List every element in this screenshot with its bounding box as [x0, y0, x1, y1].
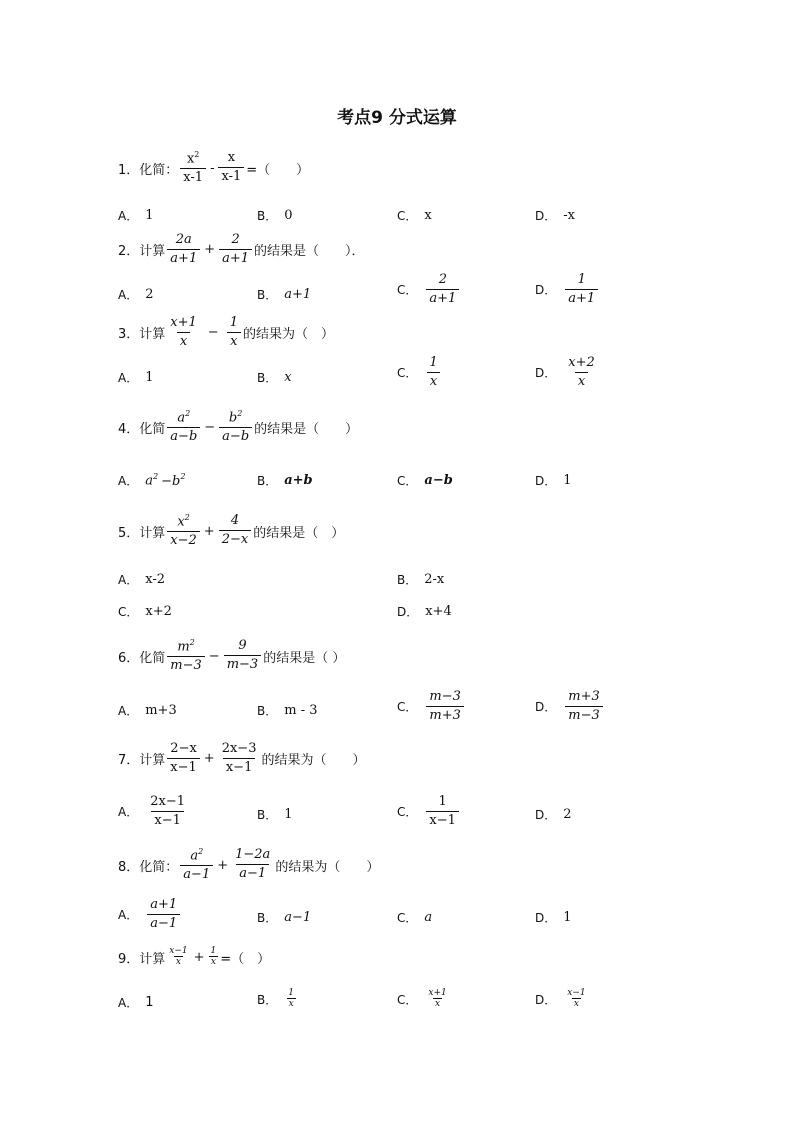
denominator: x-1 — [218, 167, 244, 185]
numerator-base: x — [186, 151, 195, 167]
operator: − — [208, 648, 220, 664]
option-text: a−1 — [284, 910, 312, 925]
fraction — [167, 233, 200, 267]
option-text: m+3 — [145, 703, 177, 718]
fraction — [219, 742, 260, 776]
denominator: x−1 — [223, 758, 256, 776]
option-a[interactable]: A． 1 — [118, 208, 154, 223]
option-text: m - 3 — [284, 703, 318, 718]
option-a[interactable]: A． 2 — [118, 287, 154, 302]
question-9 — [118, 947, 270, 968]
fraction — [209, 947, 219, 968]
option-text: -x — [563, 208, 575, 223]
numerator: 9 — [238, 638, 247, 654]
question-number: 7． — [118, 753, 140, 769]
question-lead: 计算 — [139, 753, 166, 769]
option-b[interactable]: B． 2-x — [397, 572, 445, 587]
option-c[interactable]: C． a−b — [397, 473, 453, 488]
numerator-base: a — [190, 848, 199, 864]
fraction — [224, 639, 262, 673]
question-tail: 的结果是（ ） — [254, 421, 359, 437]
numerator: x−1 — [169, 946, 188, 956]
question-lead: 计算 — [139, 951, 166, 967]
exponent: 2 — [185, 409, 191, 418]
fraction — [167, 638, 205, 674]
question-tail: =（ ） — [220, 951, 271, 967]
exponent: 2 — [194, 150, 200, 159]
option-c[interactable]: C． $\frac{m-3}{m+3}$ — [397, 690, 466, 724]
fraction — [227, 316, 241, 350]
question-tail: 的结果是（ ）． — [254, 244, 365, 260]
option-text: x+4 — [425, 604, 452, 619]
option-text: 0 — [284, 208, 293, 223]
option-b[interactable]: B． a+1 — [257, 287, 312, 302]
question-number: 9． — [118, 951, 140, 967]
option-text: x-2 — [145, 572, 165, 587]
question-tail: 的结果为（ ） — [242, 327, 334, 343]
question-8 — [118, 847, 379, 883]
denominator: m−3 — [224, 655, 262, 673]
denominator: a−b — [167, 427, 200, 445]
denominator: x−1 — [167, 758, 200, 776]
option-b[interactable]: B． a+b — [257, 473, 313, 488]
denominator: a+1 — [219, 249, 252, 267]
question-number: 6． — [118, 650, 140, 666]
numerator: 1−2a — [235, 847, 271, 863]
option-text: a−b — [424, 473, 453, 488]
option-d[interactable]: D． 2 — [535, 807, 572, 822]
option-fraction: $\frac{2x-1}{x-1}$ — [150, 794, 185, 828]
question-4 — [118, 409, 358, 445]
option-text: 2 — [145, 287, 154, 302]
fraction — [167, 742, 200, 776]
fraction — [167, 316, 200, 350]
option-d[interactable]: D． 1 — [535, 910, 572, 925]
question-tail: =（ ） — [246, 162, 310, 178]
denominator: 2−x — [219, 530, 252, 548]
question-5 — [118, 513, 344, 549]
option-d[interactable]: D． -x — [535, 208, 575, 223]
numerator: 4 — [230, 513, 240, 529]
fraction — [180, 847, 213, 883]
question-3 — [118, 316, 334, 350]
option-a[interactable]: A． 1 — [118, 370, 154, 385]
numerator-base: x — [177, 514, 185, 530]
fraction — [167, 409, 200, 445]
option-text: 1 — [145, 208, 154, 223]
numerator: 2−x — [170, 741, 197, 756]
option-d[interactable]: D． $\frac{m+3}{m-3}$ — [535, 690, 605, 724]
option-fraction: $\frac{x+1}{x}$ — [428, 988, 447, 1010]
question-lead: 计算 — [139, 244, 166, 260]
page-title: 考点9 分式运算 — [337, 108, 457, 128]
denominator: a−1 — [180, 865, 213, 883]
option-text: a+b — [284, 473, 313, 488]
option-c[interactable]: C． x+2 — [118, 604, 172, 619]
numerator-base: b — [228, 410, 238, 426]
fraction — [167, 513, 200, 549]
fraction — [232, 848, 273, 882]
operator: + — [217, 857, 229, 873]
option-text: 1 — [145, 370, 154, 385]
numerator: 1 — [210, 946, 217, 956]
denominator: a−b — [219, 427, 252, 445]
option-fraction: $\frac{m-3}{m+3}$ — [426, 690, 464, 724]
question-lead: 化简： — [139, 162, 179, 178]
numerator-base: a — [177, 410, 186, 426]
option-a[interactable]: A． m+3 — [118, 703, 177, 718]
option-text: 1 — [563, 473, 572, 488]
option-text: 2-x — [424, 572, 445, 587]
question-lead: 化简： — [139, 859, 179, 875]
question-tail: 的结果为（ ） — [261, 753, 366, 769]
operator: − — [207, 325, 219, 341]
numerator: 1 — [229, 315, 238, 330]
option-fraction: $\frac{x-1}{x}$ — [567, 988, 586, 1010]
question-lead: 计算 — [139, 525, 166, 541]
denominator: m−3 — [167, 656, 205, 674]
fraction — [219, 233, 252, 267]
denominator: a−1 — [236, 864, 269, 882]
operator: − — [204, 419, 216, 435]
option-b[interactable]: B． 1 — [257, 807, 293, 822]
operator: + — [193, 949, 205, 965]
exponent: 2 — [189, 638, 195, 647]
question-number: 4． — [118, 421, 140, 437]
question-6 — [118, 638, 345, 674]
option-c[interactable]: C． $\frac{1}{x-1}$ — [397, 795, 461, 829]
denominator: x — [227, 332, 240, 350]
option-text: x — [424, 208, 432, 223]
option-d[interactable]: D． x+4 — [397, 604, 452, 619]
fraction — [218, 151, 244, 185]
option-fraction: $\frac{1}{a+1}$ — [565, 273, 598, 307]
option-text: x+2 — [145, 604, 172, 619]
option-a[interactable]: A． $\frac{a+1}{a-1}$ — [118, 898, 182, 932]
denominator: x — [175, 957, 181, 968]
exponent: 2 — [184, 513, 190, 522]
question-number: 1． — [118, 162, 140, 178]
operator: + — [204, 242, 216, 258]
option-c[interactable]: C． $\frac{x+1}{x}$ — [397, 988, 447, 1010]
numerator: 2a — [175, 232, 192, 247]
question-tail: 的结果是（ ） — [253, 525, 345, 541]
option-c[interactable]: C． a — [397, 910, 433, 925]
numerator-base: m — [177, 639, 190, 655]
option-b[interactable]: B． x — [257, 370, 292, 385]
option-text: a — [424, 910, 433, 925]
operator: - — [210, 160, 215, 176]
fraction — [219, 514, 252, 548]
numerator: 2 — [231, 232, 240, 247]
option-expression: $a^2 -b^2$ — [145, 472, 186, 489]
option-text: 2 — [563, 807, 572, 822]
fraction — [219, 409, 252, 445]
option-a[interactable]: A． 1 — [118, 995, 154, 1010]
option-b[interactable]: B． a−1 — [257, 910, 312, 925]
denominator: x−2 — [167, 531, 200, 549]
option-d[interactable]: D． $\frac{1}{a+1}$ — [535, 273, 600, 307]
denominator: x — [177, 332, 190, 350]
question-lead: 化简 — [139, 421, 166, 437]
exponent: 2 — [198, 847, 204, 856]
numerator: 2x−3 — [221, 741, 257, 756]
question-tail: 的结果是（ ） — [263, 650, 346, 666]
question-2 — [118, 233, 365, 267]
option-a[interactable]: A． $a^2 -b^2$ — [118, 472, 186, 489]
option-b[interactable]: B． $\frac{1}{x}$ — [257, 988, 294, 1010]
option-c[interactable]: C． x — [397, 208, 432, 223]
question-tail: 的结果为（ ） — [275, 859, 380, 875]
option-text: x — [284, 370, 292, 385]
option-d[interactable]: D． $\frac{x-1}{x}$ — [535, 988, 586, 1010]
option-text: a+1 — [284, 287, 312, 302]
option-fraction: $\frac{a+1}{a-1}$ — [147, 898, 180, 932]
option-fraction: $\frac{m+3}{m-3}$ — [565, 690, 603, 724]
question-number: 8． — [118, 859, 140, 875]
option-b[interactable]: B． 0 — [257, 208, 293, 223]
fraction — [167, 947, 189, 968]
numerator: x — [227, 150, 236, 166]
question-lead: 化简 — [139, 650, 166, 666]
option-c[interactable]: C． $\frac{2}{a+1}$ — [397, 273, 461, 307]
fraction — [180, 150, 206, 186]
option-fraction: $\frac{1}{x}$ — [426, 356, 440, 390]
option-fraction: $\frac{x+2}{x}$ — [568, 355, 595, 389]
option-d[interactable]: D． 1 — [535, 473, 572, 488]
question-7 — [118, 742, 366, 776]
option-fraction: $\frac{2}{a+1}$ — [426, 273, 459, 307]
option-text: 1 — [145, 995, 154, 1010]
exponent: 2 — [237, 409, 243, 418]
denominator: a+1 — [167, 249, 200, 267]
question-number: 5． — [118, 525, 140, 541]
question-number: 2． — [118, 244, 140, 260]
option-a[interactable]: A． x-2 — [118, 572, 165, 587]
question-number: 3． — [118, 327, 140, 343]
question-lead: 计算 — [139, 327, 166, 343]
option-d[interactable]: D． $\frac{x+2}{x}$ — [535, 356, 600, 390]
option-text: 1 — [284, 807, 293, 822]
option-fraction: $\frac{1}{x}$ — [288, 988, 294, 1010]
option-b[interactable]: B． m - 3 — [257, 703, 318, 718]
option-c[interactable]: C． $\frac{1}{x}$ — [397, 356, 443, 390]
option-a[interactable]: A． $\frac{2x-1}{x-1}$ — [118, 795, 190, 829]
denominator: x-1 — [180, 168, 206, 186]
operator: + — [203, 523, 215, 539]
numerator: x+1 — [170, 315, 197, 330]
operator: + — [203, 751, 215, 767]
option-text: 1 — [563, 910, 572, 925]
option-fraction: $\frac{1}{x-1}$ — [426, 795, 459, 829]
denominator: x — [210, 957, 216, 968]
question-1 — [118, 150, 309, 186]
